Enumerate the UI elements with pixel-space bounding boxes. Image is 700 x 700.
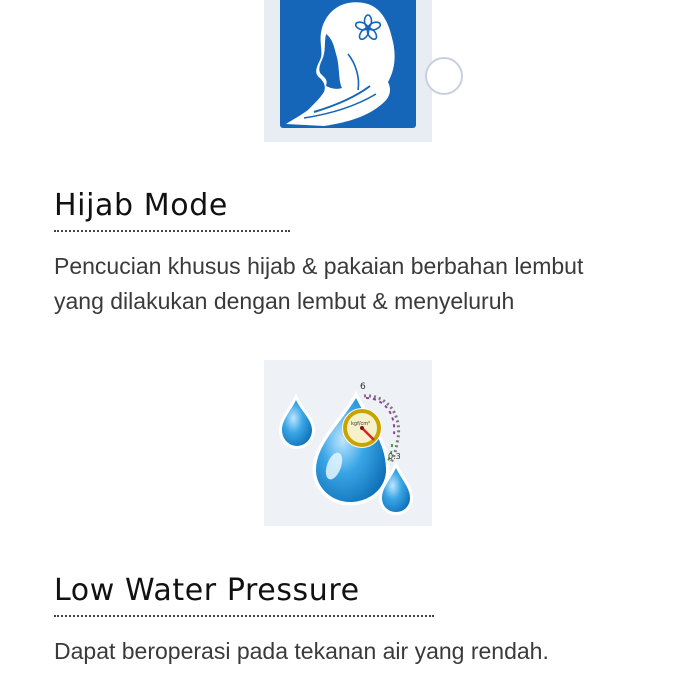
gauge-label-top: 6 [360,382,366,392]
gauge-label-dial: kgf/cm² [351,421,371,427]
hijab-mode-icon-tile [264,0,432,142]
feature-description-hijab-mode [54,249,583,319]
title-underline-divider [54,615,434,617]
description-line: Dapat beroperasi pada tekanan air yang rendah. [54,638,549,664]
low-water-pressure-icon-tile [264,360,432,526]
feature-title-hijab-mode: Hijab Mode [54,188,228,223]
hijab-woman-icon [264,0,432,142]
feature-description-low-water-pressure [54,634,549,669]
circle-badge-icon [420,56,466,96]
water-drops-pressure-gauge-icon [264,360,432,526]
feature-title-low-water-pressure: Low Water Pressure [54,573,360,608]
title-underline-divider [54,230,290,232]
description-line: yang dilakukan dengan lembut & menyeluruh [54,288,515,314]
gauge-label-bottom: 0.3 [388,452,401,461]
description-line: Pencucian khusus hijab & pakaian berbahan lembut [54,253,584,279]
